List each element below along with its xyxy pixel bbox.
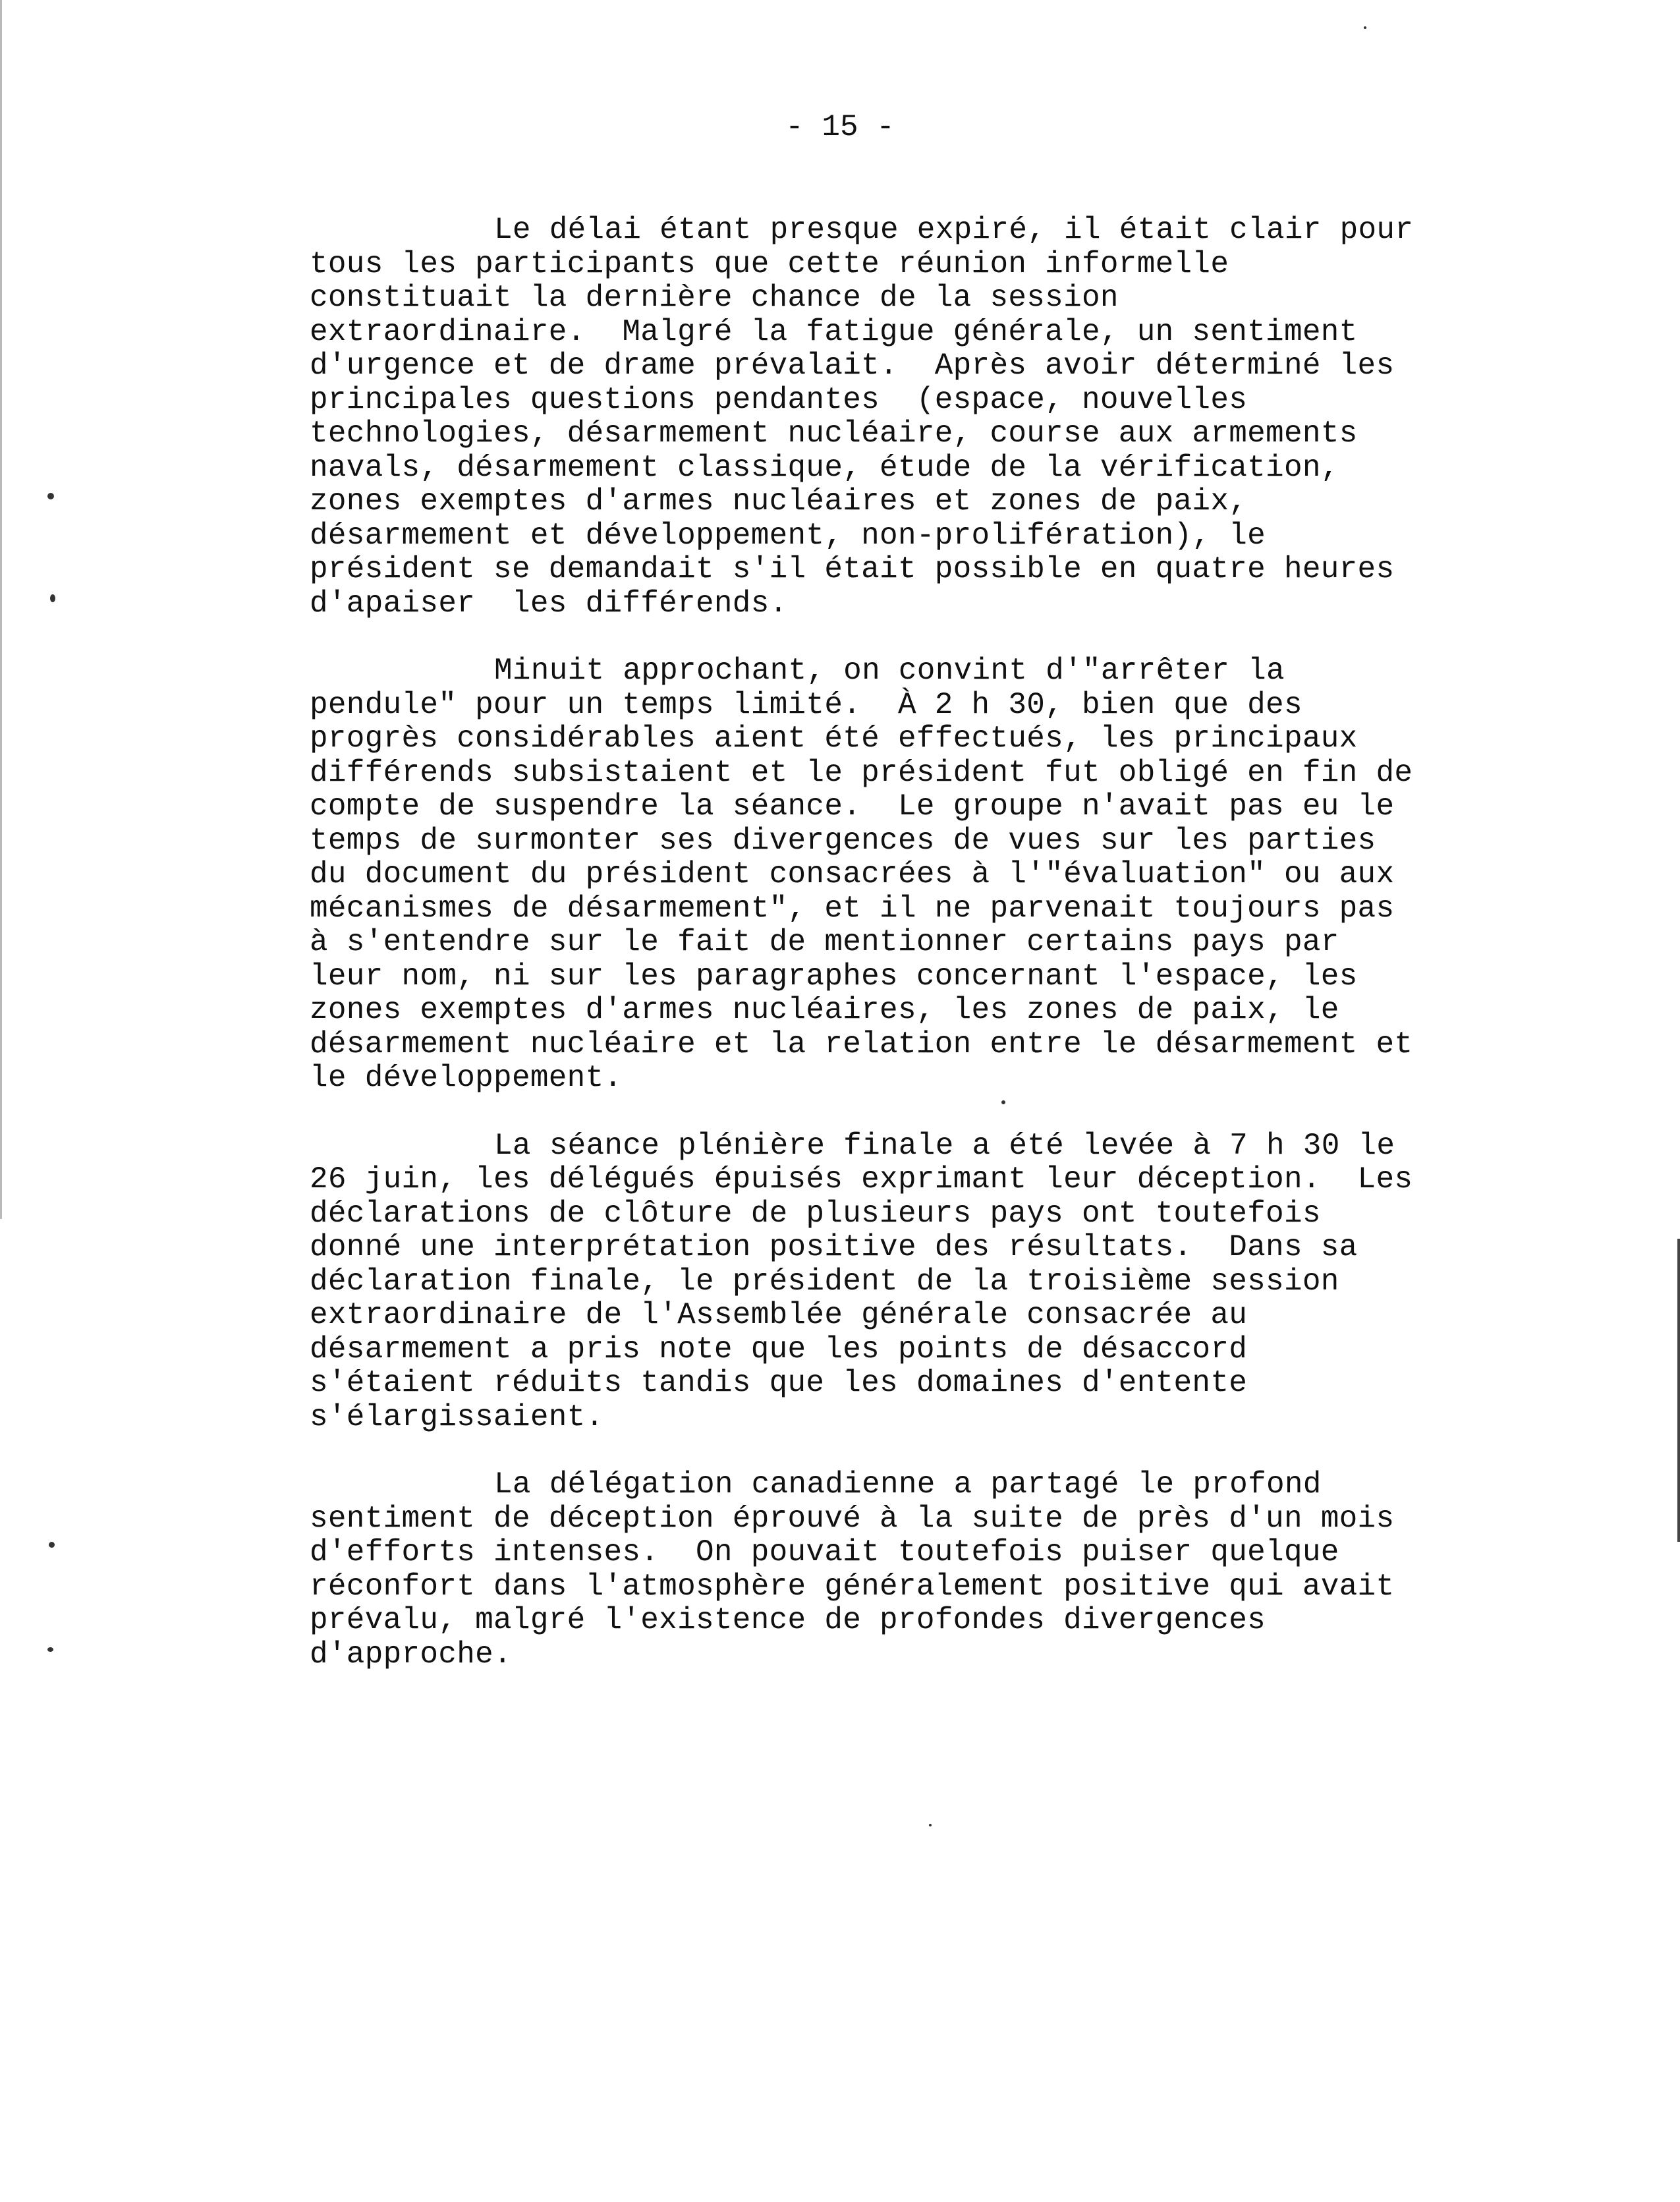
scan-right-edge-mark [1677,1239,1680,1542]
paragraph-4 [310,1468,1509,1672]
scan-speck [50,594,55,602]
page-number: - 15 - [785,110,895,144]
text-line: du document du président consacrées à l'"évaluation" ou aux [310,857,1395,891]
text-line: s'étaient réduits tandis que les domaines d'entente [310,1366,1248,1400]
text-line: 26 juin, les délégués épuisés exprimant leur déception. Les [310,1162,1413,1197]
text-line: désarmement a pris note que les points de désaccord [310,1332,1248,1367]
text-line: pendule" pour un temps limité. À 2 h 30, bien que des [310,687,1302,722]
text-line: La séance plénière finale a été levée à 7 h 30 le [494,1128,1395,1163]
text-line: tous les participants que cette réunion informelle [310,246,1229,281]
text-line: différends subsistaient et le président fut obligé en fin de [310,755,1413,790]
text-line: mécanismes de désarmement", et il ne parvenait toujours pas [310,891,1395,926]
text-line: désarmement et développement, non-prolifération), le [310,518,1266,553]
text-line: d'urgence et de drame prévalait. Après avoir déterminé les [310,349,1395,383]
text-line: technologies, désarmement nucléaire, course aux armements [310,416,1358,451]
scan-speck [47,1647,53,1652]
paragraph-2 [310,654,1509,1096]
text-line: donné une interprétation positive des résultats. Dans sa [310,1230,1358,1264]
scan-speck [47,493,54,499]
text-line: d'apaiser les différends. [310,586,788,621]
text-line: déclarations de clôture de plusieurs pays ont toutefois [310,1196,1321,1231]
scan-speck [929,1824,932,1826]
body-text [310,213,1509,1705]
paragraph-3 [310,1129,1509,1435]
text-line: réconfort dans l'atmosphère généralement positive qui avait [310,1569,1395,1604]
text-line: déclaration finale, le président de la troisième session [310,1264,1339,1299]
text-line: président se demandait s'il était possible en quatre heures [310,552,1395,586]
text-line: principales questions pendantes (espace, nouvelles [310,382,1248,417]
text-line: constituait la dernière chance de la session [310,281,1119,315]
text-line: zones exemptes d'armes nucléaires, les zones de paix, le [310,993,1339,1027]
text-line: Le délai étant presque expiré, il était clair pour [494,213,1414,247]
text-line: désarmement nucléaire et la relation entre le désarmement et [310,1027,1413,1061]
text-line: leur nom, ni sur les paragraphes concernant l'espace, les [310,959,1358,994]
text-line: sentiment de déception éprouvé à la suite de près d'un mois [310,1501,1395,1536]
text-line: Minuit approchant, on convint d'"arrêter la [494,654,1285,688]
text-line: La délégation canadienne a partagé le profond [494,1467,1322,1502]
text-line: d'efforts intenses. On pouvait toutefois puiser quelque [310,1535,1339,1569]
scan-speck [49,1542,55,1548]
scan-speck [1364,26,1366,29]
text-line: compte de suspendre la séance. Le groupe n'avait pas eu le [310,789,1395,824]
text-line: d'approche. [310,1637,512,1672]
text-line: extraordinaire de l'Assemblée générale consacrée au [310,1298,1248,1332]
text-line: à s'entendre sur le fait de mentionner certains pays par [310,925,1339,959]
text-line: le développement. [310,1061,623,1095]
text-line: temps de surmonter ses divergences de vues sur les parties [310,823,1376,858]
text-line: zones exemptes d'armes nucléaires et zones de paix, [310,484,1248,519]
text-line: prévalu, malgré l'existence de profondes divergences [310,1603,1266,1637]
text-line: progrès considérables aient été effectués, les principaux [310,721,1358,756]
text-line: s'élargissaient. [310,1399,604,1434]
paragraph-1 [310,213,1509,621]
scan-left-edge [0,0,2,1219]
text-line: extraordinaire. Malgré la fatigue générale, un sentiment [310,314,1358,349]
text-line: navals, désarmement classique, étude de la vérification, [310,450,1339,485]
